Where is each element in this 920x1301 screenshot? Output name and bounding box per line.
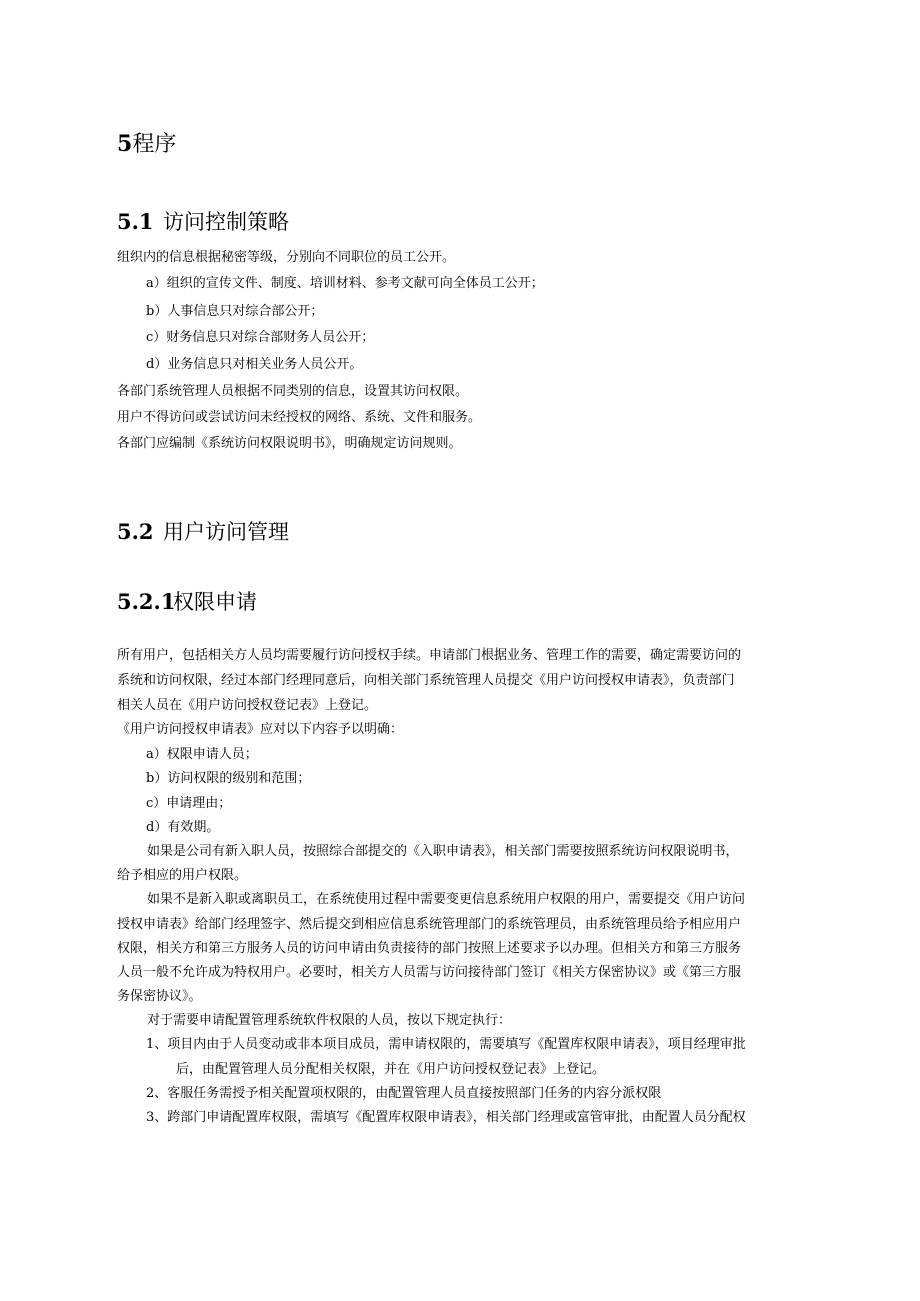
section-heading-5 — [117, 127, 176, 158]
section-heading-5-1 — [117, 206, 289, 236]
policy-intro: 组织内的信息根据秘密等级，分别向不同职位的员工公开。 — [117, 250, 456, 265]
apply-item: a）权限申请人员； — [146, 747, 258, 762]
apply-paragraph-line: 系统和访问权限，经过本部门经理同意后，向相关部门系统管理人员提交《用户访问授权申请表》，负责部门 — [117, 673, 735, 688]
apply-form-note: 《用户访问授权申请表》应对以下内容予以明确： — [117, 722, 404, 737]
policy-paragraph: 各部门应编制《系统访问权限说明书》，明确规定访问规则。 — [117, 436, 462, 451]
section-title: 程序 — [132, 132, 177, 157]
apply-paragraph-line: 如果是公司有新入职人员，按照综合部提交的《入职申请表》，相关部门需要按照系统访问权限说明书， — [147, 844, 739, 859]
config-intro: 对于需要申请配置管理系统软件权限的人员，按以下规定执行： — [147, 1013, 512, 1028]
policy-item: a）组织的宣传文件、制度、培训材料、参考文献可向全体员工公开； — [146, 276, 544, 291]
apply-paragraph-line: 权限，相关方和第三方服务人员的访问申请由负责接待的部门按照上述要求予以办理。但相关方和第三方服务 — [117, 941, 742, 956]
policy-item: c）财务信息只对综合部财务人员公开； — [146, 330, 375, 345]
apply-item: d）有效期。 — [146, 820, 220, 835]
apply-paragraph-line: 所有用户，包括相关方人员均需要履行访问授权手续。申请部门根据业务、管理工作的需要，确定需要访问的 — [117, 648, 742, 663]
section-number: 5.2.1 — [117, 589, 176, 614]
section-heading-5-2-1 — [117, 586, 257, 616]
section-title: 用户访问管理 — [163, 520, 289, 544]
config-rule-continuation: 后，由配置管理人员分配相关权限，并在《用户访问授权登记表》上登记。 — [176, 1062, 606, 1077]
section-title: 权限申请 — [173, 590, 257, 614]
apply-paragraph-line: 务保密协议》。 — [117, 989, 202, 1004]
apply-paragraph-line: 人员一般不允许成为特权用户。必要时，相关方人员需与访问接待部门签订《相关方保密协议》或《第三方服 — [117, 965, 742, 980]
apply-paragraph-line: 相关人员在《用户访问授权登记表》上登记。 — [117, 698, 378, 713]
section-title: 访问控制策略 — [163, 210, 289, 234]
section-heading-5-2 — [117, 516, 289, 546]
policy-paragraph: 用户不得访问或尝试访问未经授权的网络、系统、文件和服务。 — [117, 410, 482, 425]
policy-item: b）人事信息只对综合部公开； — [146, 304, 324, 319]
apply-item: b）访问权限的级别和范围； — [146, 771, 311, 786]
policy-item: d）业务信息只对相关业务人员公开。 — [146, 357, 363, 372]
config-rule: 1、项目内由于人员变动或非本项目成员，需申请权限的，需要填写《配置库权限申请表》，项目经理审批 — [146, 1037, 746, 1052]
config-rule: 3、跨部门申请配置库权限，需填写《配置库权限申请表》，相关部门经理或富管审批，由配置人员分配权 — [146, 1110, 746, 1125]
apply-paragraph-line: 授权申请表》给部门经理签字、然后提交到相应信息系统管理部门的系统管理员，由系统管理员给予相应用户 — [117, 917, 742, 932]
apply-item: c）申请理由； — [146, 796, 232, 811]
apply-paragraph-line: 如果不是新入职或离职员工，在系统使用过程中需要变更信息系统用户权限的用户，需要提交《用户访问 — [147, 892, 746, 907]
config-rule: 2、客服任务需授予相关配置项权限的，由配置管理人员直接按照部门任务的内容分派权限 — [146, 1086, 662, 1101]
section-number: 5.1 — [117, 209, 154, 234]
section-number: 5.2 — [117, 519, 154, 544]
apply-paragraph-line: 给予相应的用户权限。 — [117, 868, 248, 883]
section-number: 5 — [117, 131, 133, 157]
policy-paragraph: 各部门系统管理人员根据不同类别的信息，设置其访问权限。 — [117, 384, 469, 399]
